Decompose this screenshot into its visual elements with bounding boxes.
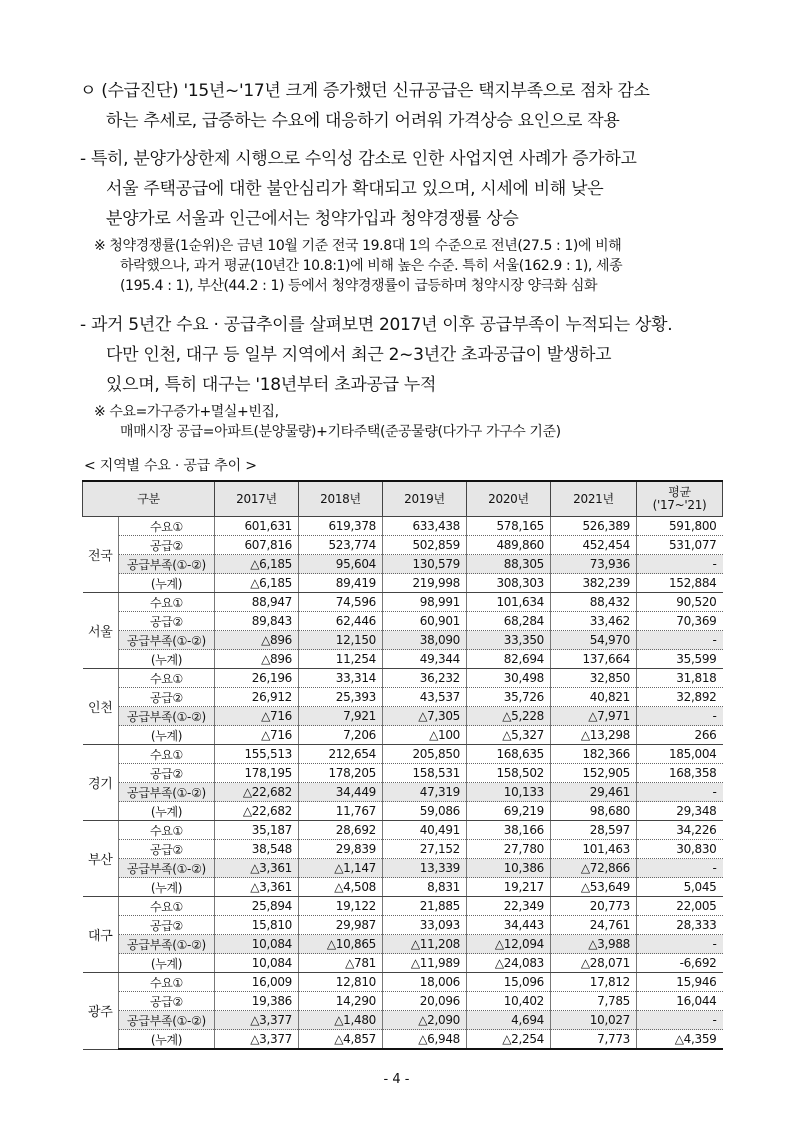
table-cell: 14,290 <box>299 992 383 1011</box>
table-cell: 182,366 <box>551 745 637 764</box>
table-cell: 19,122 <box>299 897 383 916</box>
note-line: ※ 수요=가구증가+멸실+빈집, <box>94 404 279 420</box>
table-cell: 22,349 <box>467 897 551 916</box>
table-cell: 74,596 <box>299 593 383 612</box>
table-cell: 62,446 <box>299 612 383 631</box>
table-cell: 4,694 <box>467 1011 551 1030</box>
table-row <box>83 745 723 764</box>
table-row <box>83 821 723 840</box>
row-label: (누계) <box>119 726 215 745</box>
table-cell: 13,339 <box>383 859 467 878</box>
region-name: 서울 <box>83 593 119 669</box>
table-cell: 16,009 <box>215 973 299 992</box>
table-row <box>83 840 723 859</box>
table-cell: 158,502 <box>467 764 551 783</box>
table-cell: 219,998 <box>383 574 467 593</box>
table-cell: 130,579 <box>383 555 467 574</box>
table-cell: 452,454 <box>551 536 637 555</box>
header-average <box>637 481 723 517</box>
table-cell: 526,389 <box>551 517 637 536</box>
header-year-2020: 2020년 <box>467 481 551 517</box>
table-cell: - <box>637 555 723 574</box>
table-cell: △1,147 <box>299 859 383 878</box>
table-cell: 7,773 <box>551 1030 637 1050</box>
note-line: ※ 청약경쟁률(1순위)은 금년 10월 기준 전국 19.8대 1의 수준으로 전년(27.5 : 1)에 비해 <box>94 238 622 254</box>
table-cell: 578,165 <box>467 517 551 536</box>
table-cell: △72,866 <box>551 859 637 878</box>
table-row <box>83 1011 723 1030</box>
table-cell: 31,818 <box>637 669 723 688</box>
row-label: 수요① <box>119 745 215 764</box>
table-cell: 47,319 <box>383 783 467 802</box>
table-cell: △7,305 <box>383 707 467 726</box>
table-cell: 24,761 <box>551 916 637 935</box>
table-cell: △5,228 <box>467 707 551 726</box>
table-cell: △896 <box>215 631 299 650</box>
table-caption: < 지역별 수요 · 공급 추이 > <box>84 458 257 474</box>
table-cell: 601,631 <box>215 517 299 536</box>
row-label: 공급부족(①-②) <box>119 859 215 878</box>
table-cell: - <box>637 707 723 726</box>
table-cell: 15,946 <box>637 973 723 992</box>
table-body <box>83 517 723 1050</box>
table-cell: - <box>637 783 723 802</box>
table-cell: 308,303 <box>467 574 551 593</box>
table-cell: 30,498 <box>467 669 551 688</box>
table-cell: - <box>637 859 723 878</box>
note-line: 매매시장 공급=아파트(분양물량)+기타주택(준공물량(다가구 가구수 기준) <box>120 424 561 440</box>
table-cell: 19,386 <box>215 992 299 1011</box>
header-year-2017: 2017년 <box>215 481 299 517</box>
table-cell: △3,361 <box>215 859 299 878</box>
note-definitions <box>94 402 734 442</box>
table-cell: △24,083 <box>467 954 551 973</box>
table-cell: 12,150 <box>299 631 383 650</box>
table-cell: △53,649 <box>551 878 637 897</box>
table-cell: 20,096 <box>383 992 467 1011</box>
table-header-row <box>83 481 723 517</box>
table-cell: 88,305 <box>467 555 551 574</box>
table-cell: -6,692 <box>637 954 723 973</box>
paragraph-supply-diagnosis <box>80 76 730 136</box>
table-cell: 54,970 <box>551 631 637 650</box>
table-cell: 21,885 <box>383 897 467 916</box>
table-cell: 33,462 <box>551 612 637 631</box>
table-row <box>83 916 723 935</box>
table-cell: 25,894 <box>215 897 299 916</box>
row-label: (누계) <box>119 954 215 973</box>
table-cell: 619,378 <box>299 517 383 536</box>
table-cell: 523,774 <box>299 536 383 555</box>
table-cell: 25,393 <box>299 688 383 707</box>
table-cell: 489,860 <box>467 536 551 555</box>
table-cell: 33,314 <box>299 669 383 688</box>
row-label: 공급부족(①-②) <box>119 555 215 574</box>
table-cell: 168,358 <box>637 764 723 783</box>
row-label: (누계) <box>119 574 215 593</box>
table-cell: 382,239 <box>551 574 637 593</box>
row-label: 수요① <box>119 517 215 536</box>
table-row <box>83 536 723 555</box>
table-cell: 17,812 <box>551 973 637 992</box>
table-cell: 82,694 <box>467 650 551 669</box>
table-cell: △3,988 <box>551 935 637 954</box>
table-cell: △7,971 <box>551 707 637 726</box>
table-cell: 101,634 <box>467 593 551 612</box>
table-cell: 59,086 <box>383 802 467 821</box>
table-cell: 20,773 <box>551 897 637 916</box>
table-cell: 38,166 <box>467 821 551 840</box>
table-row <box>83 992 723 1011</box>
header-year-2018: 2018년 <box>299 481 383 517</box>
table-cell: 168,635 <box>467 745 551 764</box>
table-cell: △2,090 <box>383 1011 467 1030</box>
table-cell: 591,800 <box>637 517 723 536</box>
paragraph-line: - 과거 5년간 수요 · 공급추이를 살펴보면 2017년 이후 공급부족이 누적되는 상황. <box>80 315 673 335</box>
row-label: 공급부족(①-②) <box>119 783 215 802</box>
table-cell: 185,004 <box>637 745 723 764</box>
table-cell: △716 <box>215 726 299 745</box>
note-subscription-competition <box>94 236 734 296</box>
table-cell: △5,327 <box>467 726 551 745</box>
table-cell: 35,187 <box>215 821 299 840</box>
table-row <box>83 859 723 878</box>
table-cell: △6,185 <box>215 574 299 593</box>
table-cell: 137,664 <box>551 650 637 669</box>
table-cell: 178,205 <box>299 764 383 783</box>
table-row <box>83 688 723 707</box>
table-cell: 10,084 <box>215 954 299 973</box>
table-cell: 15,096 <box>467 973 551 992</box>
header-average-period: ('17~'21) <box>652 498 707 512</box>
row-label: (누계) <box>119 650 215 669</box>
table-cell: - <box>637 631 723 650</box>
table-cell: 29,461 <box>551 783 637 802</box>
table-cell: 10,084 <box>215 935 299 954</box>
table-row <box>83 897 723 916</box>
row-label: 수요① <box>119 897 215 916</box>
table-cell: △2,254 <box>467 1030 551 1050</box>
table-cell: 7,206 <box>299 726 383 745</box>
table-cell: 152,905 <box>551 764 637 783</box>
table-cell: △4,359 <box>637 1030 723 1050</box>
table-cell: △781 <box>299 954 383 973</box>
table-cell: 11,254 <box>299 650 383 669</box>
table-cell: 178,195 <box>215 764 299 783</box>
table-cell: △22,682 <box>215 802 299 821</box>
table-cell: 205,850 <box>383 745 467 764</box>
paragraph-line: 하는 추세로, 급증하는 수요에 대응하기 어려워 가격상승 요인으로 작용 <box>106 111 620 131</box>
table-cell: 33,350 <box>467 631 551 650</box>
table-cell: 10,027 <box>551 1011 637 1030</box>
table-cell: - <box>637 935 723 954</box>
table-cell: △10,865 <box>299 935 383 954</box>
row-label: 공급② <box>119 840 215 859</box>
table-cell: △3,377 <box>215 1030 299 1050</box>
header-year-2021: 2021년 <box>551 481 637 517</box>
table-cell: 98,991 <box>383 593 467 612</box>
table-cell: △716 <box>215 707 299 726</box>
table-row <box>83 650 723 669</box>
table-cell: 90,520 <box>637 593 723 612</box>
table-cell: 38,090 <box>383 631 467 650</box>
table-row <box>83 764 723 783</box>
region-name: 경기 <box>83 745 119 821</box>
row-label: (누계) <box>119 802 215 821</box>
table-cell: 19,217 <box>467 878 551 897</box>
table-row <box>83 783 723 802</box>
table-cell: 32,892 <box>637 688 723 707</box>
table-cell: △4,508 <box>299 878 383 897</box>
table-cell: 35,599 <box>637 650 723 669</box>
table-cell: 212,654 <box>299 745 383 764</box>
table-cell: 10,386 <box>467 859 551 878</box>
table-cell: 49,344 <box>383 650 467 669</box>
paragraph-line: 다만 인천, 대구 등 일부 지역에서 최근 2~3년간 초과공급이 발생하고 <box>106 345 612 365</box>
table-cell: 266 <box>637 726 723 745</box>
table-cell: 28,333 <box>637 916 723 935</box>
region-name: 광주 <box>83 973 119 1050</box>
table-cell: 43,537 <box>383 688 467 707</box>
table-row <box>83 878 723 897</box>
table-cell: 7,785 <box>551 992 637 1011</box>
table-cell: 40,821 <box>551 688 637 707</box>
table-cell: 98,680 <box>551 802 637 821</box>
row-label: 수요① <box>119 821 215 840</box>
table-cell: 88,947 <box>215 593 299 612</box>
table-cell: 40,491 <box>383 821 467 840</box>
table-cell: 7,921 <box>299 707 383 726</box>
table-row <box>83 517 723 536</box>
row-label: 공급② <box>119 688 215 707</box>
table-cell: 158,531 <box>383 764 467 783</box>
table-cell: 29,839 <box>299 840 383 859</box>
table-cell: 32,850 <box>551 669 637 688</box>
table-cell: 29,987 <box>299 916 383 935</box>
row-label: 공급부족(①-②) <box>119 935 215 954</box>
table-cell: 28,692 <box>299 821 383 840</box>
table-cell: 27,780 <box>467 840 551 859</box>
table-cell: △1,480 <box>299 1011 383 1030</box>
table-cell: 88,432 <box>551 593 637 612</box>
note-line: 하락했으나, 과거 평균(10년간 10.8:1)에 비해 높은 수준. 특히 서울(162.9 : 1), 세종 <box>120 258 623 274</box>
row-label: 공급부족(①-②) <box>119 631 215 650</box>
table-cell: △28,071 <box>551 954 637 973</box>
table-row <box>83 802 723 821</box>
table-cell: 35,726 <box>467 688 551 707</box>
table-row <box>83 707 723 726</box>
table-cell: 28,597 <box>551 821 637 840</box>
table-cell: 15,810 <box>215 916 299 935</box>
table-cell: 95,604 <box>299 555 383 574</box>
row-label: (누계) <box>119 1030 215 1050</box>
region-name: 부산 <box>83 821 119 897</box>
table-row <box>83 726 723 745</box>
table-cell: 34,443 <box>467 916 551 935</box>
table-cell: 10,133 <box>467 783 551 802</box>
table-cell: 89,419 <box>299 574 383 593</box>
supply-demand-table <box>82 480 723 1050</box>
paragraph-line: 분양가로 서울과 인근에서는 청약가입과 청약경쟁률 상승 <box>106 209 519 229</box>
region-name: 인천 <box>83 669 119 745</box>
table-cell: △6,185 <box>215 555 299 574</box>
row-label: 수요① <box>119 973 215 992</box>
table-cell: 8,831 <box>383 878 467 897</box>
header-average-label: 평균 <box>668 485 691 499</box>
region-name: 대구 <box>83 897 119 973</box>
table-row <box>83 593 723 612</box>
table-cell: △22,682 <box>215 783 299 802</box>
table-cell: 633,438 <box>383 517 467 536</box>
table-cell: 73,936 <box>551 555 637 574</box>
row-label: 공급② <box>119 992 215 1011</box>
row-label: 공급② <box>119 916 215 935</box>
row-label: 공급부족(①-②) <box>119 1011 215 1030</box>
row-label: (누계) <box>119 878 215 897</box>
table-row <box>83 669 723 688</box>
table-cell: 70,369 <box>637 612 723 631</box>
table-cell: 11,767 <box>299 802 383 821</box>
table-cell: 607,816 <box>215 536 299 555</box>
table-row <box>83 612 723 631</box>
paragraph-five-year-trend <box>80 310 730 400</box>
table-cell: 502,859 <box>383 536 467 555</box>
table-cell: 38,548 <box>215 840 299 859</box>
region-name: 전국 <box>83 517 119 593</box>
note-line: (195.4 : 1), 부산(44.2 : 1) 등에서 청약경쟁률이 급등하며 청약시장 양극화 심화 <box>120 278 598 294</box>
table-cell: 101,463 <box>551 840 637 859</box>
table-row <box>83 574 723 593</box>
table-cell: 531,077 <box>637 536 723 555</box>
table-cell: △11,208 <box>383 935 467 954</box>
paragraph-line: 서울 주택공급에 대한 불안심리가 확대되고 있으며, 시세에 비해 낮은 <box>106 179 604 199</box>
table-cell: 18,006 <box>383 973 467 992</box>
paragraph-line: - 특히, 분양가상한제 시행으로 수익성 감소로 인한 사업지연 사례가 증가하고 <box>80 149 637 169</box>
table-cell: △12,094 <box>467 935 551 954</box>
table-cell: △13,298 <box>551 726 637 745</box>
table-cell: - <box>637 1011 723 1030</box>
page-number: - 4 - <box>383 1072 410 1087</box>
table-row <box>83 631 723 650</box>
table-cell: △100 <box>383 726 467 745</box>
row-label: 공급② <box>119 764 215 783</box>
table-cell: 27,152 <box>383 840 467 859</box>
table-cell: 30,830 <box>637 840 723 859</box>
table-cell: 12,810 <box>299 973 383 992</box>
table-row <box>83 954 723 973</box>
table-cell: 22,005 <box>637 897 723 916</box>
table-cell: 5,045 <box>637 878 723 897</box>
header-year-2019: 2019년 <box>383 481 467 517</box>
row-label: 공급② <box>119 536 215 555</box>
table-cell: 89,843 <box>215 612 299 631</box>
table-cell: 36,232 <box>383 669 467 688</box>
table-cell: △4,857 <box>299 1030 383 1050</box>
table-cell: △6,948 <box>383 1030 467 1050</box>
table-row <box>83 1030 723 1050</box>
table-cell: △11,989 <box>383 954 467 973</box>
table-cell: 16,044 <box>637 992 723 1011</box>
table-cell: 69,219 <box>467 802 551 821</box>
table-cell: 34,449 <box>299 783 383 802</box>
table-cell: 26,196 <box>215 669 299 688</box>
table-cell: 34,226 <box>637 821 723 840</box>
table-row <box>83 555 723 574</box>
table-cell: 60,901 <box>383 612 467 631</box>
table-cell: 29,348 <box>637 802 723 821</box>
table-cell: △3,377 <box>215 1011 299 1030</box>
row-label: 수요① <box>119 669 215 688</box>
table-cell: 68,284 <box>467 612 551 631</box>
row-label: 공급부족(①-②) <box>119 707 215 726</box>
paragraph-line: ㅇ (수급진단) '15년~'17년 크게 증가했던 신규공급은 택지부족으로 점차 감소 <box>80 81 650 101</box>
paragraph-price-cap <box>80 144 730 234</box>
header-category: 구분 <box>83 481 215 517</box>
row-label: 공급② <box>119 612 215 631</box>
table-row <box>83 973 723 992</box>
row-label: 수요① <box>119 593 215 612</box>
table-cell: 10,402 <box>467 992 551 1011</box>
table-cell: 33,093 <box>383 916 467 935</box>
table-row <box>83 935 723 954</box>
table-cell: △3,361 <box>215 878 299 897</box>
table-cell: 26,912 <box>215 688 299 707</box>
table-cell: △896 <box>215 650 299 669</box>
table-cell: 155,513 <box>215 745 299 764</box>
paragraph-line: 있으며, 특히 대구는 '18년부터 초과공급 누적 <box>106 375 437 395</box>
table-cell: 152,884 <box>637 574 723 593</box>
